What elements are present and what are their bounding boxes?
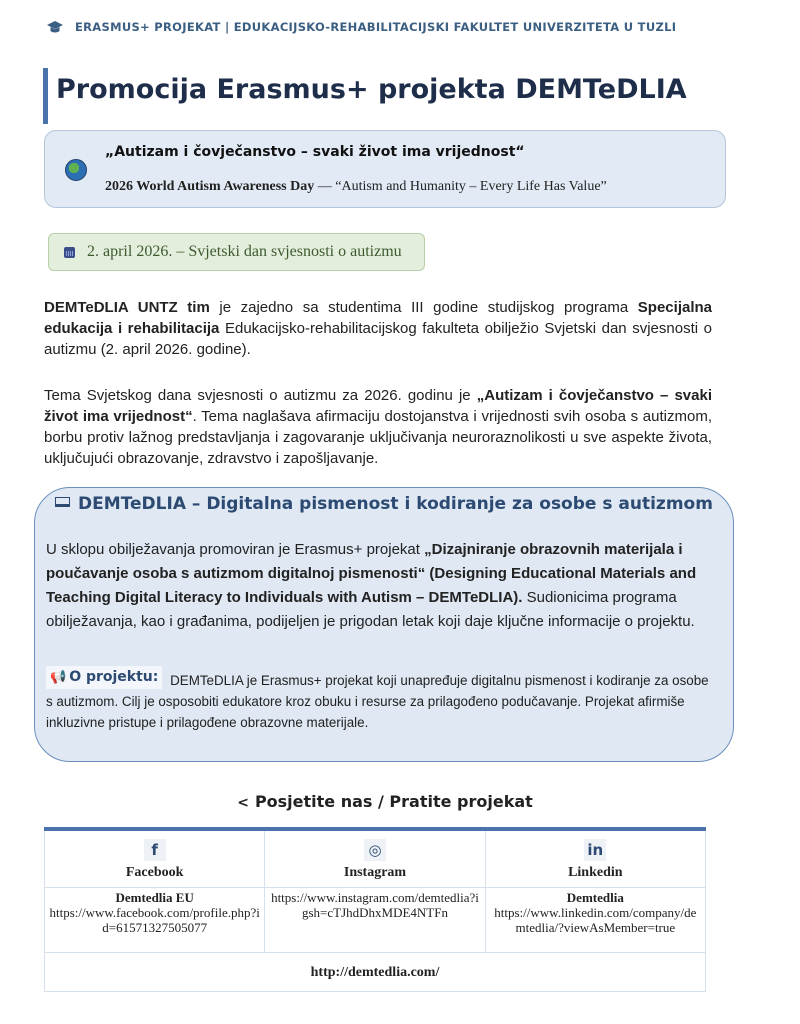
project-box [34,487,734,762]
social-links-row [45,888,706,953]
instagram-link[interactable]: https://www.instagram.com/demtedlia?igsh=cTJhdDhxMDE4NTFn [271,890,479,920]
page-title: Promocija Erasmus+ projekta DEMTeDLIA [56,74,687,105]
megaphone-icon: 📢 [50,670,67,685]
intro-paragraph [44,297,712,360]
header-bar [47,20,676,34]
about-label-text: O projektu: [69,669,159,685]
instagram-cell[interactable] [265,829,485,888]
facebook-icon[interactable]: f [144,839,166,861]
laptop-code-icon [55,497,70,507]
para1-text2: Edukacijsko-rehabilitacijskog fakulteta obilježio Svjetski dan svjesnosti o autizmu (2. april 2026. godine). [44,320,712,358]
instagram-link-cell [265,888,485,953]
social-heading [0,792,770,811]
about-text: DEMTeDLIA je Erasmus+ projekat koji unapređuje digitalnu pismenost i kodiranje za osobe s autizmom. Cilj je osposobiti edukatore kroz obuku i resurse za prilagođeno podučavanje. Projekat afirmiše inkluzivne pristupe i prilagođene obrazovne materijale. [46,673,709,730]
linkedin-label[interactable]: Linkedin [568,865,623,880]
project-text1: U sklopu obilježavanja promoviran je Erasmus+ projekat [46,541,425,558]
calendar-icon [64,247,75,258]
theme-subtitle-bold: 2026 World Autism Awareness Day [105,179,315,194]
header-text: ERASMUS+ PROJEKAT | EDUKACIJSKO-REHABILITACIJSKI FAKULTET UNIVERZITETA U TUZLI [75,20,677,34]
theme-title: „Autizam i čovječanstvo – svaki život ima vrijednost“ [105,144,525,160]
social-heading-text: Posjetite nas / Pratite projekat [254,792,533,811]
para1-text1: je zajedno sa studentima III godine studijskog programa [209,299,638,316]
theme-quote: „Autizam i čovječanstvo – svaki život ima vrijednost“ [44,387,712,425]
linkedin-link-cell [485,888,705,953]
para2-text1: Tema Svjetskog dana svjesnosti o autizmu za 2026. godinu je [44,387,477,404]
facebook-page-name: Demtedlia EU [115,890,194,905]
website-link[interactable]: http://demtedlia.com/ [45,953,706,992]
theme-box [44,130,726,208]
program-name: Specijalna edukacija i rehabilitacija [44,299,712,337]
theme-subtitle-rest: — “Autism and Humanity – Every Life Has Value” [314,179,607,194]
graduation-cap-icon [47,20,63,34]
project-description [46,538,714,634]
linkedin-icon[interactable]: in [584,839,606,861]
para2-text2: . Tema naglašava afirmaciju dostojanstva i vrijednosti svih osoba s autizmom, borbu protiv lažnog predstavljanja i zagovaranje uključivanja neuroraznolikosti u sve aspekte života, uključujući obrazovanje, zdravstvo i zapošljavanje. [44,408,712,467]
website-row [45,953,706,992]
title-block [43,68,687,124]
project-heading-text: DEMTeDLIA – Digitalna pismenost i kodiranje za osobe s autizmom [78,494,713,514]
team-name: DEMTeDLIA UNTZ tim [44,299,210,316]
linkedin-page-name: Demtedlia [566,890,624,905]
facebook-label[interactable]: Facebook [125,865,184,880]
social-networks-row [45,829,706,888]
instagram-label[interactable]: Instagram [343,865,407,880]
facebook-cell[interactable] [45,829,265,888]
date-badge [48,233,425,271]
project-heading [35,494,733,514]
theme-subtitle [105,179,607,195]
about-label [46,666,162,689]
project-text2: Sudionicima programa obilježavanja, kao i građanima, podijeljen je prigodan letak koji daje ključne informacije o projektu. [46,589,695,630]
facebook-link-cell [45,888,265,953]
about-project [46,666,718,733]
facebook-link[interactable]: https://www.facebook.com/profile.php?id=61571327505077 [49,905,260,935]
instagram-icon[interactable]: ◎ [364,839,386,861]
theme-paragraph [44,385,712,469]
globe-icon [65,159,87,181]
linkedin-link[interactable]: https://www.linkedin.com/company/demtedlia/?viewAsMember=true [494,905,697,935]
linkedin-cell[interactable] [485,829,705,888]
share-icon: < [237,795,249,811]
date-text: 2. april 2026. – Svjetski dan svjesnosti o autizmu [87,243,402,260]
project-full-name: „Dizajniranje obrazovnih materijala i poučavanje osoba s autizmom digitalnoj pismenosti“ (Designing Educational Materials and Teaching Digital Literacy to Individuals with Autism – DEMTeDLIA). [46,541,697,606]
social-table [44,827,706,992]
